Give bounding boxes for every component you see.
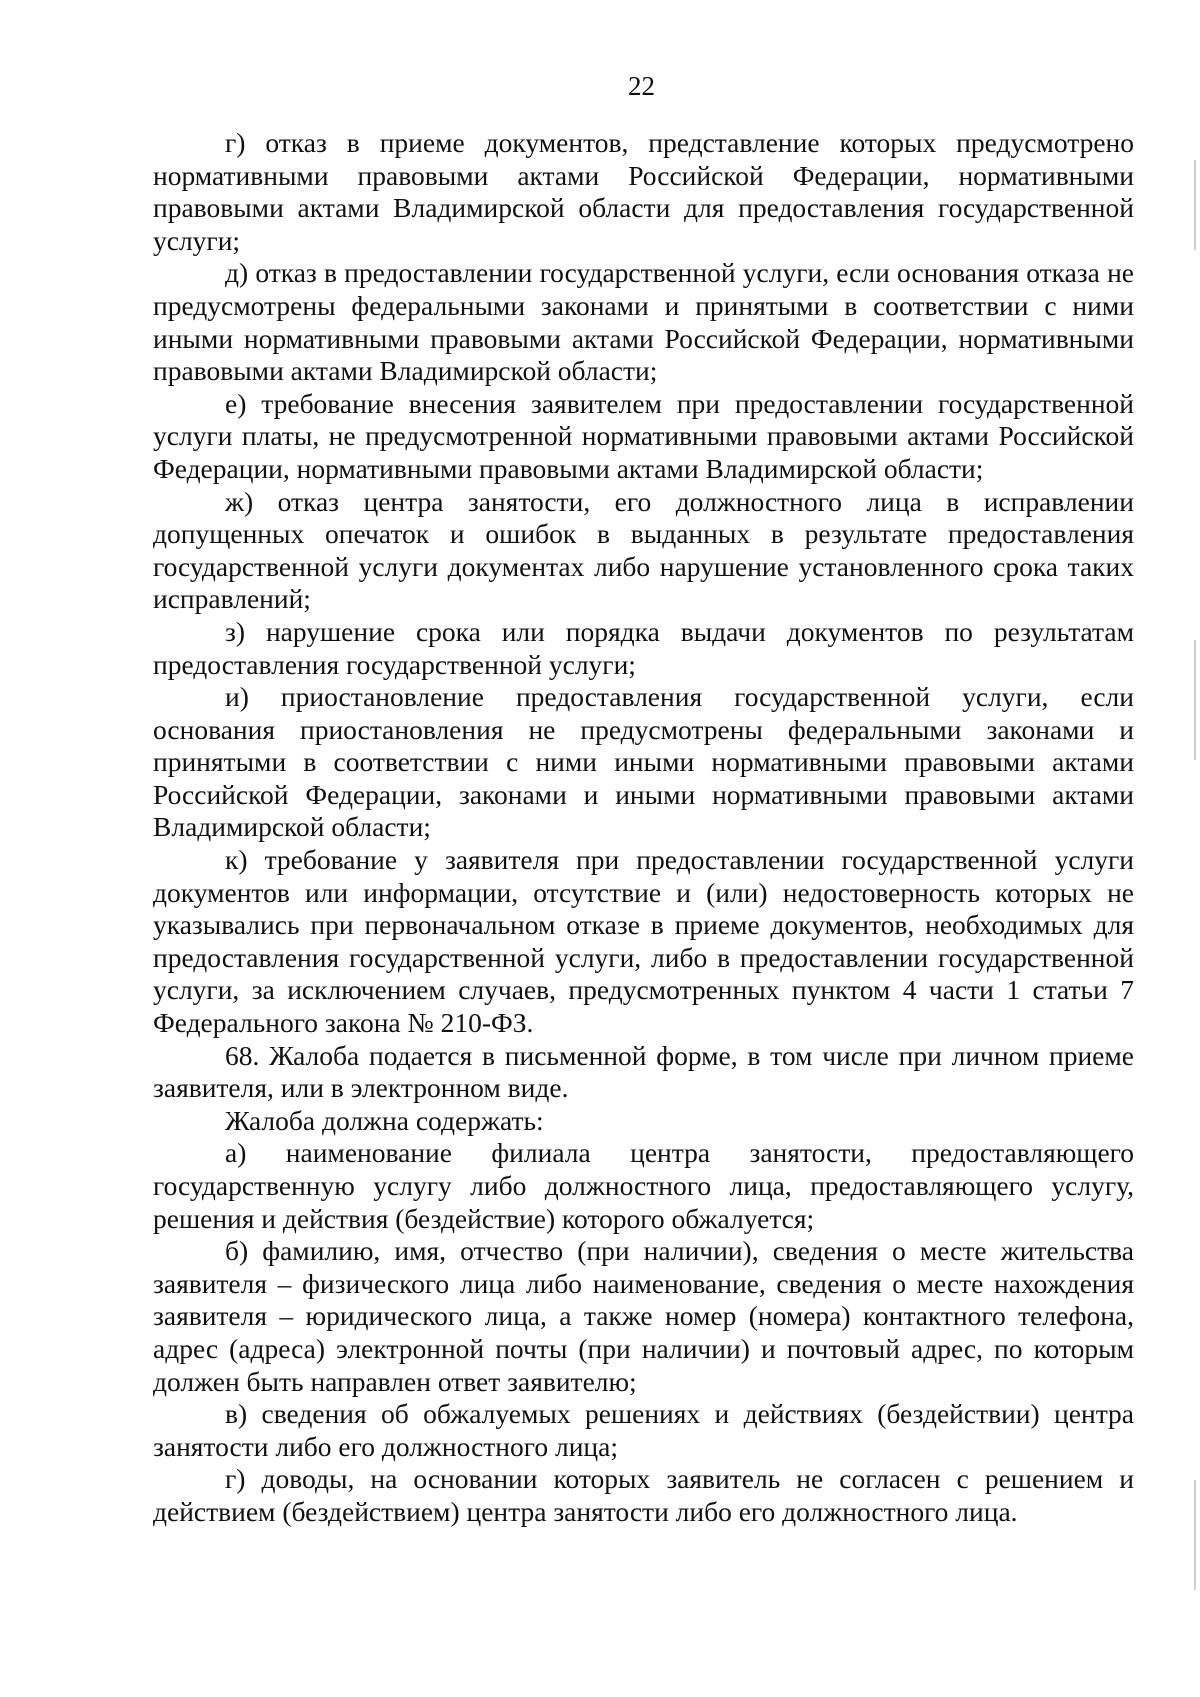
paragraph-68-complaint-form: 68. Жалоба подается в письменной форме, в том числе при личном приеме заявителя, или в электронном виде. [153, 1039, 1134, 1104]
paragraph-z-issuance-violation: з) нарушение срока или порядка выдачи документов по результатам предоставления государственной услуги; [153, 615, 1134, 680]
paragraph-a-branch-name: а) наименование филиала центра занятости, предоставляющего государственную услугу либо должностного лица, предоставляющего услугу, решения и действия (бездействие) которого обжалуется; [153, 1137, 1134, 1234]
scan-edge-mark [1194, 1480, 1196, 1590]
paragraph-k-document-requirement: к) требование у заявителя при предоставлении государственной услуги документов или информации, отсутствие и (или) недостоверность которых не указывались при первоначальном отказе в приеме документов, необходимых для предоставления государственной услуги, либо в предоставлении государственной услуги, за исключением случаев, предусмотренных пунктом 4 части 1 статьи 7 Федерального закона № 210-ФЗ. [153, 844, 1134, 1039]
paragraph-e-fee-requirement: е) требование внесения заявителем при предоставлении государственной услуги платы, не предусмотренной нормативными правовыми актами Российской Федерации, нормативными правовыми актами Владимирской области; [153, 387, 1134, 484]
page-number: 22 [628, 71, 655, 101]
paragraph-i-suspension: и) приостановление предоставления государственной услуги, если основания приостановления не предусмотрены федеральными законами и принятыми в соответствии с ними иными нормативными правовыми актами Российской Федерации, законами и иными нормативными правовыми актами Владимирской области; [153, 681, 1134, 843]
scan-edge-mark [1194, 640, 1196, 760]
paragraph-complaint-contents-intro: Жалоба должна содержать: [225, 1104, 544, 1136]
paragraph-v-appealed-decisions: в) сведения об обжалуемых решениях и действиях (бездействии) центра занятости либо его должностного лица; [153, 1398, 1134, 1462]
document-body [153, 127, 1134, 1529]
paragraph-d-refusal-service: д) отказ в предоставлении государственной услуги, если основания отказа не предусмотрены федеральными законами и принятыми в соответствии с ними иными нормативными правовыми актами Российской Федерации, нормативными правовыми актами Владимирской области; [153, 257, 1134, 387]
scan-edge-mark [1194, 160, 1196, 250]
paragraph-b-applicant-details: б) фамилию, имя, отчество (при наличии), сведения о месте жительства заявителя – физического лица либо наименование, сведения о месте нахождения заявителя – юридического лица, а также номер (номера) контактного телефона, адрес (адреса) электронной почты (при наличии) и почтовый адрес, по которым должен быть направлен ответ заявителю; [153, 1235, 1134, 1397]
paragraph-g-refusal-documents: г) отказ в приеме документов, представление которых предусмотрено нормативными правовыми актами Российской Федерации, нормативными правовыми актами Владимирской области для предоставления государственной услуги; [153, 127, 1134, 256]
paragraph-zh-correction-refusal: ж) отказ центра занятости, его должностного лица в исправлении допущенных опечаток и ошибок в выданных в результате предоставления государственной услуги документах либо нарушение установленного срока таких исправлений; [153, 485, 1134, 615]
paragraph-g-arguments: г) доводы, на основании которых заявитель не согласен с решением и действием (бездействием) центра занятости либо его должностного лица. [153, 1463, 1134, 1527]
